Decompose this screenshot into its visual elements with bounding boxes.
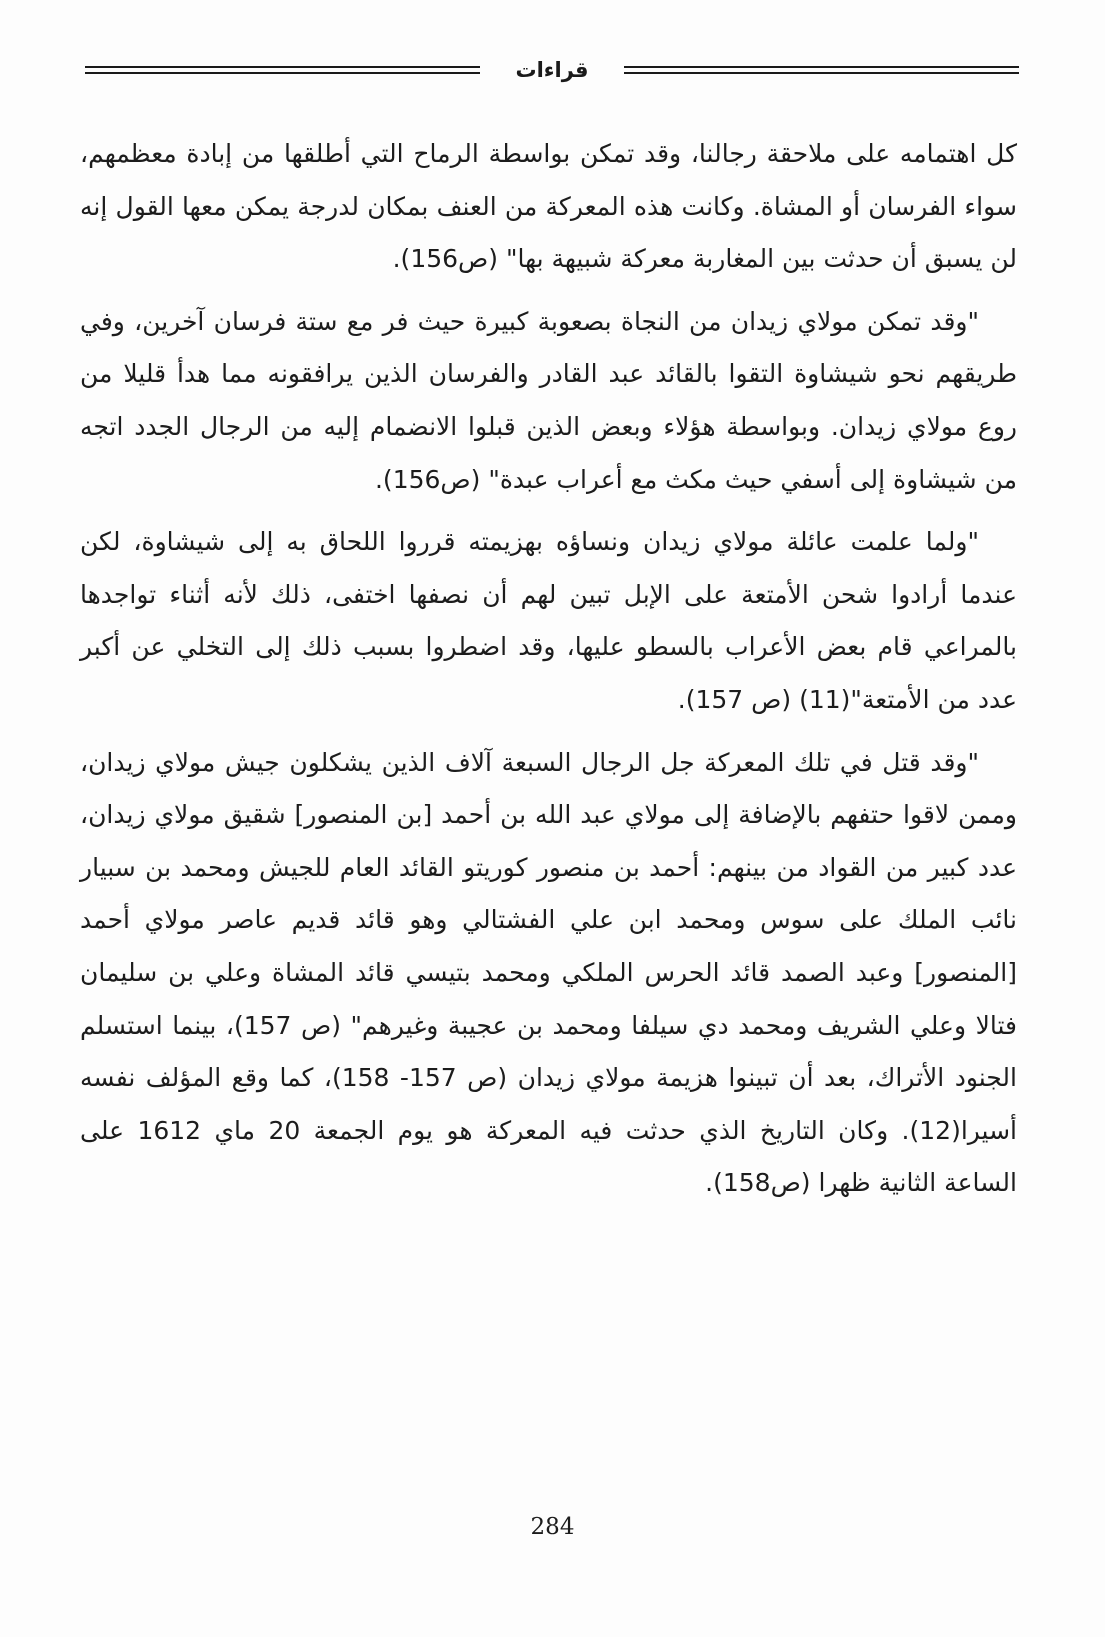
paragraph: "وقد قتل في تلك المعركة جل الرجال السبعة آلاف الذين يشكلون جيش مولاي زيدان، وممن لاقوا حتفهم بالإضافة إلى مولاي عبد الله بن أحمد [بن المنصور] شقيق مولاي زيدان، عدد كبير من القواد من بينهم: أحمد بن منصور كوريتو القائد العام للجيش ومحمد بن سبيار نائب الملك على سوس ومحمد ابن علي الفشتالي وهو قائد قديم عاصر مولاي أحمد [المنصور] وعبد الصمد قائد الحرس الملكي ومحمد بتيسي قائد المشاة وعلي بن سليمان فتالا وعلي الشريف ومحمد دي سيلفا ومحمد بن عجيبة وغيرهم" (ص 157)، بينما استسلم الجنود الأتراك، بعد أن تبينوا هزيمة مولاي زيدان (ص 157- 158)، كما وقع المؤلف نفسه أسيرا(12). وكان التاريخ الذي حدثت فيه المعركة هو يوم الجمعة 20 ماي 1612 على الساعة الثانية ظهرا (ص158). (80, 747, 1017, 1198)
running-title: قراءات (515, 58, 589, 82)
paragraph: "وقد تمكن مولاي زيدان من النجاة بصعوبة كبيرة حيث فر مع ستة فرسان آخرين، وفي طريقهم نحو شيشاوة التقوا بالقائد عبد القادر والفرسان الذين يرافقونه مما هدأ قليلا من روع مولاي زيدان. وبواسطة هؤلاء وبعض الذين قبلوا الانضمام إليه من الرجال الجدد اتجه من شيشاوة إلى أسفي حيث مكث مع أعراب عبدة" (ص156). (80, 306, 1017, 494)
paragraph: كل اهتمامه على ملاحقة رجالنا، وقد تمكن بواسطة الرماح التي أطلقها من إبادة معظمهم، سواء الفرسان أو المشاة. وكانت هذه المعركة من العنف بمكان لدرجة يمكن معها القول إنه لن يسبق أن حدثت بين المغاربة معركة شبيهة بها" (ص156). (80, 139, 1017, 274)
page-header (85, 52, 1019, 92)
paragraph: "ولما علمت عائلة مولاي زيدان ونساؤه بهزيمته قرروا اللحاق به إلى شيشاوة، لكن عندما أرادوا شحن الأمتعة على الإبل تبين لهم أن نصفها اختفى، ذلك لأنه أثناء تواجدها بالمراعي قام بعض الأعراب بالسطو عليها، وقد اضطروا بسبب ذلك إلى التخلي عن أكبر عدد من الأمتعة"(11) (ص 157). (80, 527, 1017, 714)
body-text (80, 128, 1017, 1220)
header-double-rule-right (624, 66, 1019, 75)
page-number: 284 (530, 1514, 575, 1540)
